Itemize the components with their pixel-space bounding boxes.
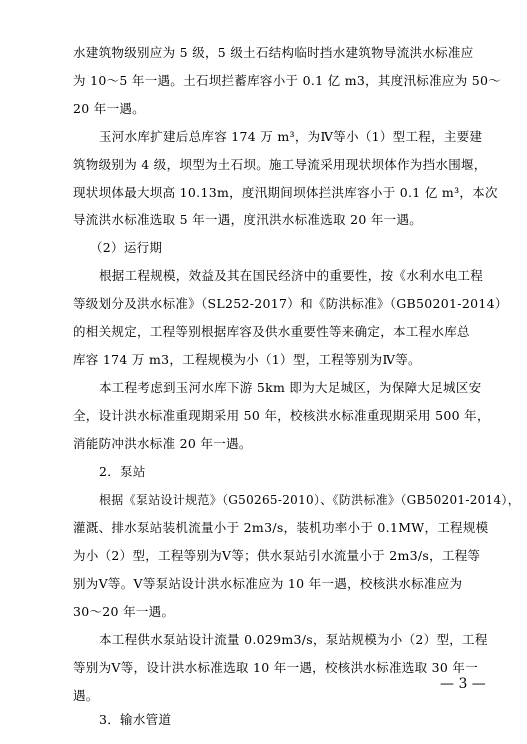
text-line: 根据工程规模，效益及其在国民经济中的重要性，按《水利水电工程 bbox=[99, 268, 484, 283]
text-line: 等别为Ⅴ等，设计洪水标准选取 10 年一遇，校核洪水标准选取 30 年一 bbox=[73, 660, 479, 675]
text-line: 库容 174 万 m3，工程规模为小（1）型，工程等别为Ⅳ等。 bbox=[73, 352, 421, 367]
text-line: 遇。 bbox=[73, 688, 99, 703]
text-line: 灌溉、排水泵站装机流量小于 2m3/s，装机功率小于 0.1MW，工程规模 bbox=[73, 520, 489, 535]
section-heading: （2）运行期 bbox=[90, 240, 163, 255]
text-line: 等级划分及洪水标准》（SL252-2017）和《防洪标准》（GB50201-2014） bbox=[73, 296, 508, 311]
page-number: — 3 — bbox=[440, 676, 486, 692]
text-line: 别为Ⅴ等。Ⅴ等泵站设计洪水标准应为 10 年一遇，校核洪水标准应为 bbox=[73, 576, 463, 591]
text-line: 全，设计洪水标准重现期采用 50 年，校核洪水标准重现期采用 500 年， bbox=[73, 408, 490, 423]
text-line: 本工程考虑到玉河水库下游 5km 即为大足城区，为保障大足城区安 bbox=[99, 380, 482, 395]
text-line: 20 年一遇。 bbox=[73, 101, 145, 116]
section-heading: 3．输水管道 bbox=[99, 712, 172, 727]
text-line: 的相关规定，工程等别根据库容及供水重要性等来确定，本工程水库总 bbox=[73, 324, 470, 339]
section-heading: 2．泵站 bbox=[99, 464, 146, 479]
text-line: 导流洪水标准选取 5 年一遇，度汛洪水标准选取 20 年一遇。 bbox=[73, 212, 423, 227]
text-line: 为小（2）型，工程等别为Ⅴ等；供水泵站引水流量小于 2m3/s，工程等 bbox=[73, 548, 481, 563]
text-line: 玉河水库扩建后总库容 174 万 m³，为Ⅳ等小（1）型工程，主要建 bbox=[99, 129, 483, 144]
text-line: 本工程供水泵站设计流量 0.029m3/s，泵站规模为小（2）型，工程 bbox=[99, 632, 488, 647]
text-line: 消能防冲洪水标准 20 年一遇。 bbox=[73, 436, 252, 451]
text-line: 30～20 年一遇。 bbox=[73, 604, 175, 619]
text-line: 根据《泵站设计规范》（G50265-2010）、《防洪标准》（GB50201-2014）， bbox=[99, 493, 521, 507]
text-line: 水建筑物级别应为 5 级，5 级土石结构临时挡水建筑物导流洪水标准应 bbox=[73, 45, 474, 60]
text-line: 为 10～5 年一遇。土石坝拦蓄库容小于 0.1 亿 m3，其度汛标准应为 50～ bbox=[73, 73, 502, 88]
text-line: 现状坝体最大坝高 10.13m，度汛期间坝体拦洪库容小于 0.1 亿 m³，本次 bbox=[73, 185, 498, 200]
text-line: 筑物级别为 4 级，坝型为土石坝。施工导流采用现状坝体作为挡水围堰， bbox=[73, 157, 487, 172]
